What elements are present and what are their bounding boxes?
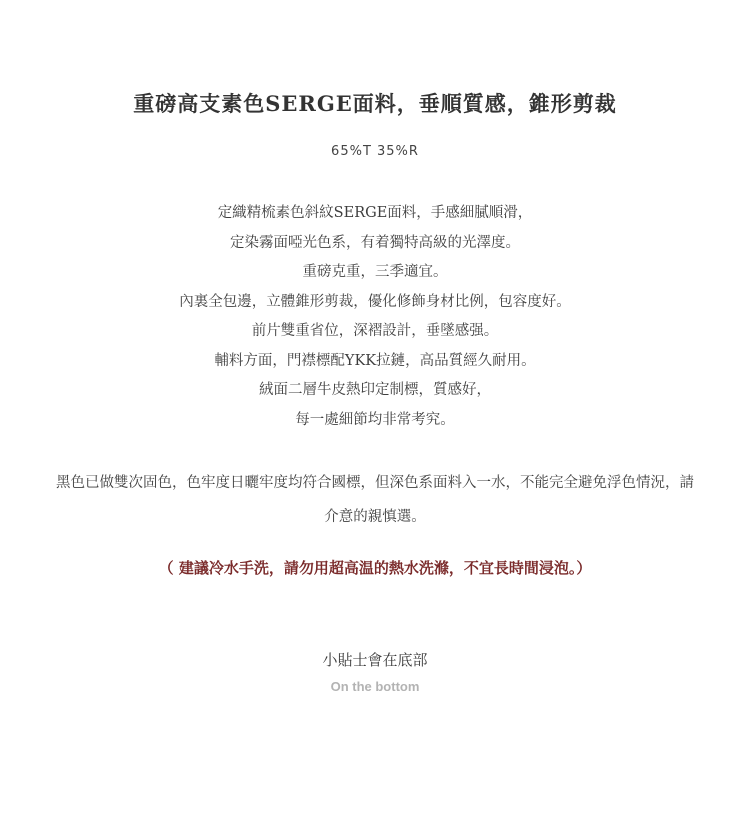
description-line: 輔料方面，門襟標配YKK拉鏈，高品質經久耐用。: [214, 352, 536, 369]
wash-care-note: （ 建議冷水手洗，請勿用超高温的熱水洗滌，不宜長時間浸泡。）: [158, 559, 592, 577]
page-title: 重磅高支素色SERGE面料，垂順質感，錐形剪裁: [133, 91, 617, 116]
description-block: [0, 199, 750, 435]
tips-subheading: On the bottom: [330, 679, 420, 694]
fabric-composition: 65%T 35%R: [331, 144, 419, 159]
description-line: 定染霧面啞光色系，有着獨特高級的光澤度。: [230, 234, 520, 251]
description-line: 絨面二層牛皮熱印定制標，質感好，: [259, 382, 491, 398]
tips-heading: 小貼士會在底部: [322, 651, 428, 669]
description-line: 重磅克重，三季適宜。: [302, 264, 448, 280]
description-line: 內裏全包邊，立體錐形剪裁，優化修飾身材比例，包容度好。: [179, 293, 571, 310]
color-fastness-notice: 黑色已做雙次固色，色牢度日曬牢度均符合國標，但深色系面料入一水，不能完全避免浮色情況，請介意的親慎選。: [56, 475, 694, 525]
description-line: 每一處細節均非常考究。: [295, 411, 455, 428]
description-line: 前片雙重省位，深褶設計，垂墜感强。: [251, 323, 499, 339]
description-line: 定織精梳素色斜紋SERGE面料，手感細膩順滑，: [217, 205, 533, 221]
